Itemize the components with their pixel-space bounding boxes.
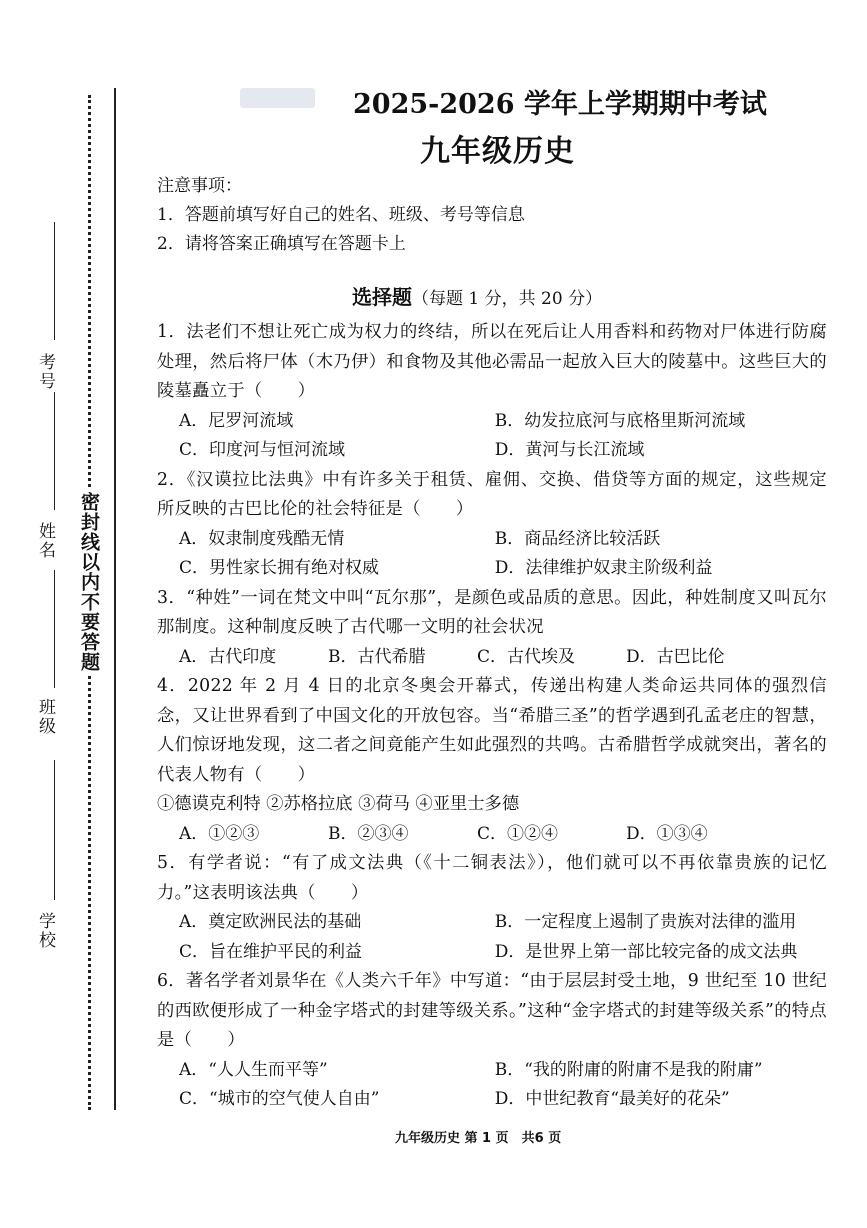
option-c[interactable]: C．旨在维护平民的利益 [179,941,363,962]
option-b[interactable]: B．幼发拉底河与底格里斯河流域 [494,410,746,431]
option-d[interactable]: D．①③④ [626,823,708,844]
binding-margin [0,0,125,1228]
question-6 [157,967,827,1115]
question-2 [157,466,827,584]
question-stem: 3．“种姓”一词在梵文中叫“瓦尔那”，是颜色或品质的意思。因此，种姓制度又叫瓦尔那制度。这种制度反映了古代哪一文明的社会状况 [157,587,827,637]
option-c[interactable]: C．①②④ [477,823,559,844]
class-field[interactable] [54,570,55,688]
option-c[interactable]: C．印度河与恒河流域 [179,440,346,460]
option-c[interactable]: C．男性家长拥有绝对权威 [179,558,380,578]
question-1 [157,318,827,466]
school-label: 学校 [35,912,55,950]
option-b[interactable]: B．“我的附庸的附庸不是我的附庸” [494,1059,763,1080]
exam-title: 2025-2026 学年上学期期中考试 [353,89,767,120]
option-d[interactable]: D．古巴比伦 [626,646,725,667]
option-b[interactable]: B．②③④ [328,823,409,844]
exam-notes [157,172,525,259]
option-c[interactable]: C．“城市的空气使人自由” [179,1089,380,1109]
section-score-note: （每题 1 分，共 20 分） [412,289,603,309]
notes-item: 2．请将答案正确填写在答题卡上 [157,234,406,254]
option-a[interactable]: A．奴隶制度残酷无情 [179,528,345,549]
seal-warning-text: 密封线以内不要答题 [76,488,103,676]
notes-heading: 注意事项： [157,176,242,196]
scan-smudge [240,88,315,108]
seal-solid-line [114,88,116,1110]
option-a[interactable]: A．奠定欧洲民法的基础 [179,912,362,932]
class-label: 班级 [35,698,55,736]
option-d[interactable]: D．是世界上第一部比较完备的成文法典 [494,941,798,962]
option-d[interactable]: D．法律维护奴隶主阶级利益 [494,558,713,578]
exam-subject-title: 九年级历史 [420,134,575,169]
section-title: 选择题 [352,285,412,309]
question-5 [157,849,827,967]
question-stem: 5．有学者说：“有了成文法典（《十二铜表法》），他们就可以不再依靠贵族的记忆力。”这表明该法典（ ） [157,853,827,903]
question-stem: 2．《汉谟拉比法典》中有许多关于租赁、雇佣、交换、借贷等方面的规定，这些规定所反映的古巴比伦的社会特征是（ ） [157,469,827,519]
school-field[interactable] [54,760,55,900]
option-c[interactable]: C．古代埃及 [477,646,576,667]
exam-number-label: 考号 [35,353,55,391]
option-a[interactable]: A．尼罗河流域 [179,410,294,431]
question-stem: 6．著名学者刘景华在《人类六千年》中写道：“由于层层封受土地，9 世纪至 10 世纪的西欧便形成了一种金字塔式的封建等级关系。”这种“金字塔式的封建等级关系”的特点是（ ） [157,971,827,1050]
question-list [157,318,827,1115]
question-sub-items: ①德谟克利特 ②苏格拉底 ③荷马 ④亚里士多德 [157,794,520,814]
option-b[interactable]: B．商品经济比较活跃 [494,528,661,549]
option-d[interactable]: D．黄河与长江流域 [494,440,645,460]
option-a[interactable]: A．①②③ [179,823,260,844]
option-b[interactable]: B．古代希腊 [328,646,426,667]
option-a[interactable]: A．“人人生而平等” [179,1059,328,1080]
student-name-label: 姓名 [35,522,55,560]
option-d[interactable]: D．中世纪教育“最美好的花朵” [494,1089,730,1109]
option-a[interactable]: A．古代印度 [179,646,277,667]
page-footer: 九年级历史 第 1 页 共6 页 [395,1131,562,1146]
question-stem: 1．法老们不想让死亡成为权力的终结，所以在死后让人用香料和药物对尸体进行防腐处理，然后将尸体（木乃伊）和食物及其他必需品一起放入巨大的陵墓中。这些巨大的陵墓矗立于（ ） [157,322,827,401]
notes-item: 1．答题前填写好自己的姓名、班级、考号等信息 [157,205,525,225]
question-4 [157,672,827,849]
question-stem: 4．2022 年 2 月 4 日的北京冬奥会开幕式，传递出构建人类命运共同体的强烈信念，又让世界看到了中国文化的开放包容。当“希腊三圣”的哲学遇到孔孟老庄的智慧，人们惊讶地发现，这二者之间竟能产生如此强烈的共鸣。古希腊哲学成就突出，著名的代表人物有（ ） [157,676,827,785]
question-3 [157,584,827,673]
student-name-field[interactable] [54,392,55,510]
option-b[interactable]: B．一定程度上遏制了贵族对法律的滥用 [494,912,797,932]
exam-number-field[interactable] [54,222,55,340]
section-heading [352,281,602,310]
